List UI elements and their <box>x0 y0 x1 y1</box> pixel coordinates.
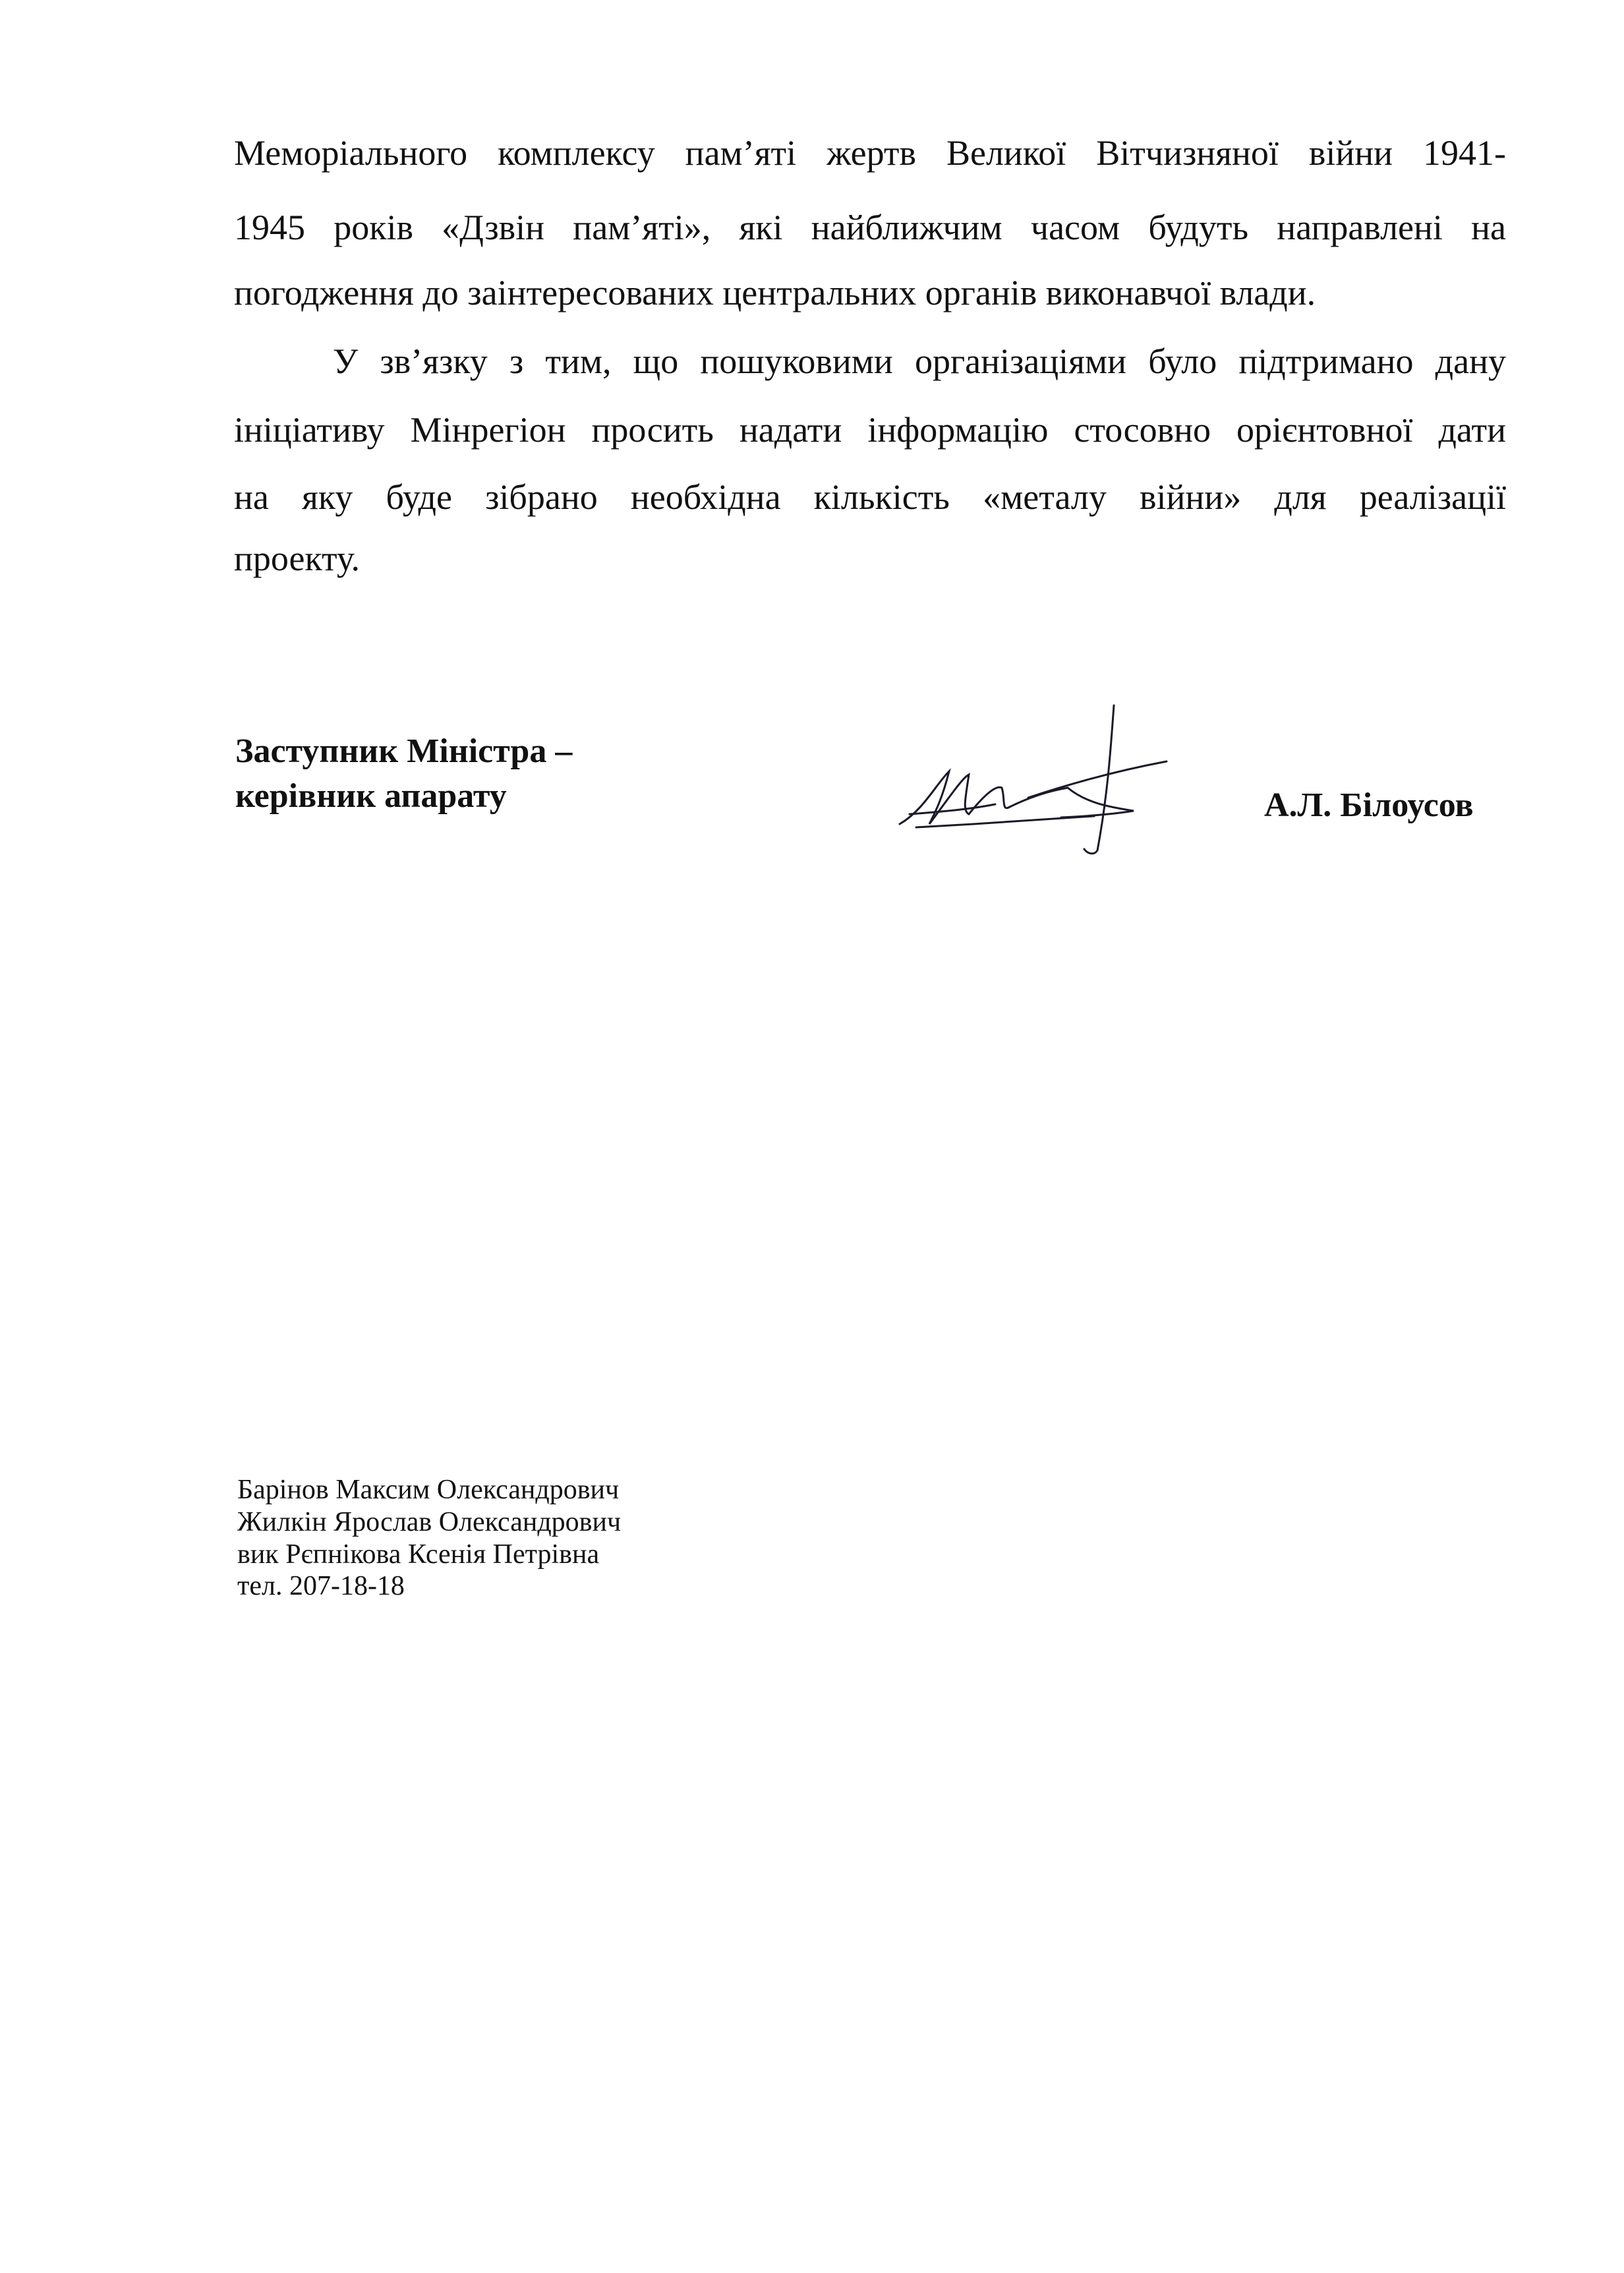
executor-line: Жилкін Ярослав Олександрович <box>237 1507 622 1537</box>
executor-line: вик Рєпнікова Ксенія Петрівна <box>237 1539 600 1570</box>
signer-position-line2: керівник апарату <box>235 777 507 815</box>
body-line: погодження до заінтересованих центральних органів виконавчої влади. <box>234 273 1316 312</box>
body-line: проекту. <box>234 539 361 578</box>
body-line: ініціативу Мінрегіон просить надати інформацію стосовно орієнтовної дати <box>234 410 1506 450</box>
signer-position-line1: Заступник Міністра – <box>235 732 573 770</box>
body-line: У зв’язку з тим, що пошуковими організаціями було підтримано дану <box>333 341 1506 381</box>
phone-line: тел. 207-18-18 <box>237 1571 405 1601</box>
handwritten-signature <box>896 699 1180 857</box>
signer-name: А.Л. Білоусов <box>1264 786 1474 824</box>
body-line: 1945 років «Дзвін пам’яті», які найближчим часом будуть направлені на <box>234 208 1506 247</box>
body-line: на яку буде зібрано необхідна кількість «металу війни» для реалізації <box>234 477 1506 517</box>
body-line: Меморіального комплексу пам’яті жертв Великої Вітчизняної війни 1941- <box>234 133 1506 173</box>
executor-line: Барінов Максим Олександрович <box>237 1475 620 1505</box>
